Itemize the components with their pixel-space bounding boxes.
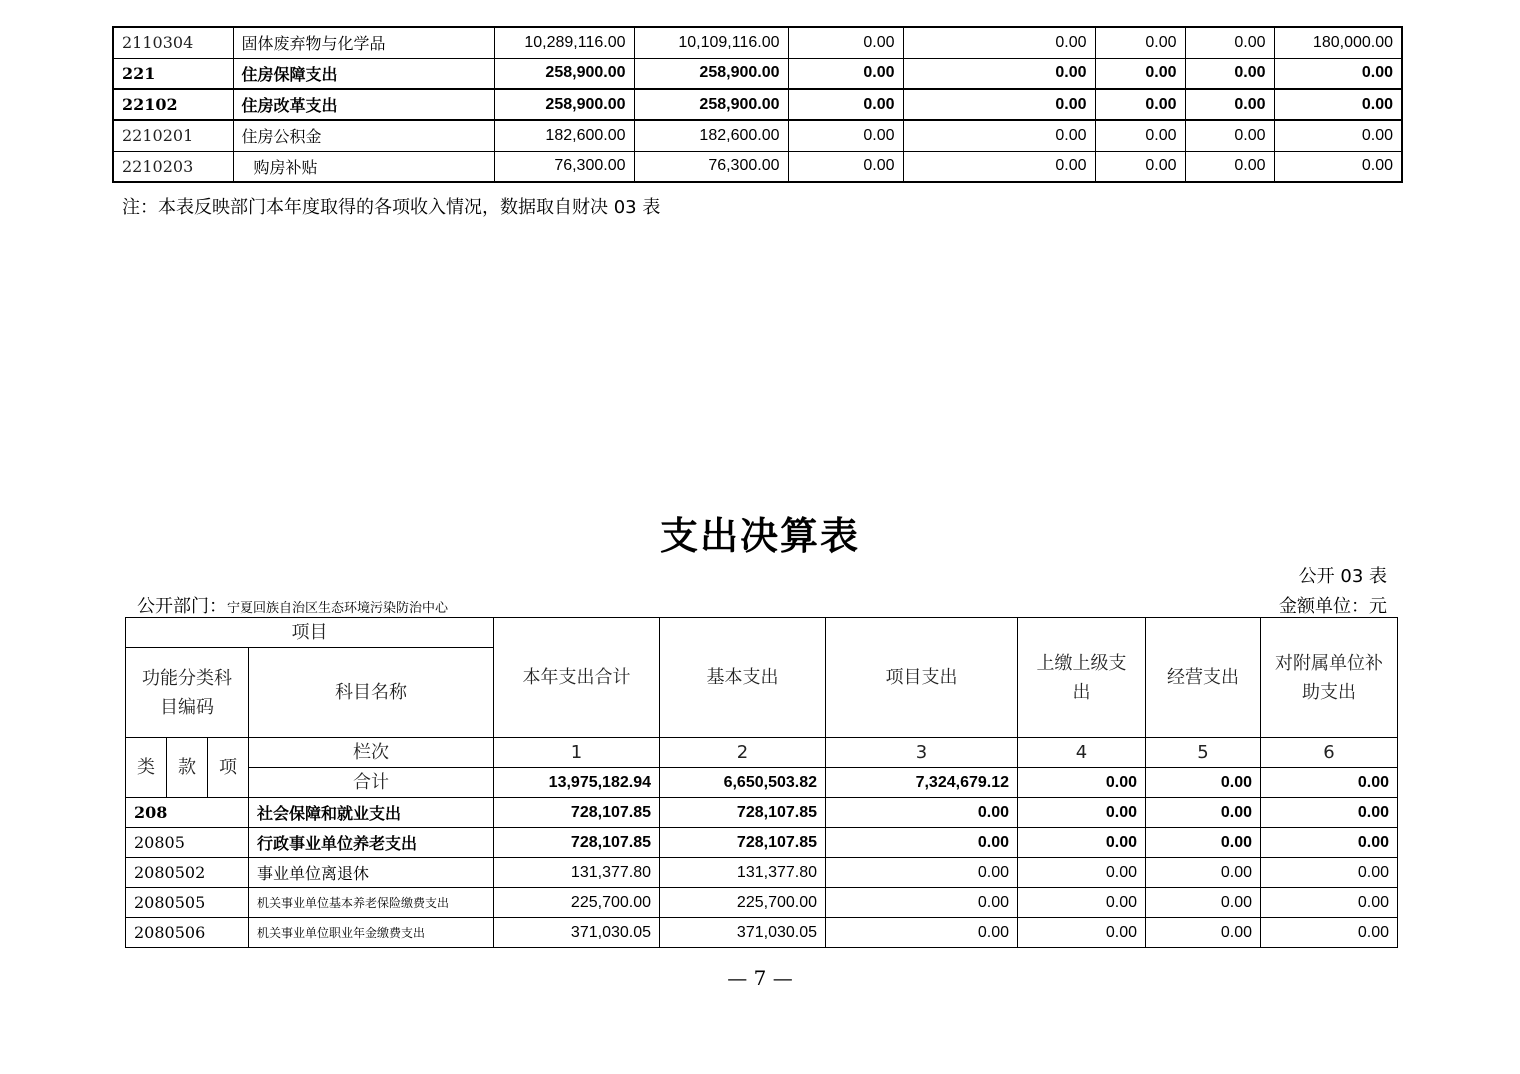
subject-code: 2080505 [126, 888, 249, 918]
amount-cell: 0.00 [1146, 768, 1261, 798]
subject-name: 购房补贴 [233, 151, 494, 182]
amount-cell: 371,030.05 [494, 918, 660, 948]
amount-cell: 0.00 [1018, 858, 1146, 888]
amount-unit: 金额单位：元 [1279, 596, 1387, 617]
amount-cell: 0.00 [826, 798, 1018, 828]
amount-cell: 728,107.85 [660, 828, 826, 858]
amount-cell: 13,975,182.94 [494, 768, 660, 798]
amount-cell: 258,900.00 [634, 58, 788, 89]
amount-cell: 0.00 [1018, 828, 1146, 858]
amount-cell: 76,300.00 [494, 151, 634, 182]
subject-code: 221 [113, 58, 233, 89]
amount-cell: 0.00 [903, 58, 1095, 89]
amount-cell: 0.00 [788, 151, 903, 182]
amount-cell: 0.00 [903, 89, 1095, 120]
header-col5: 经营支出 [1146, 618, 1261, 738]
col-index: 1 [494, 738, 660, 768]
subject-code: 2080502 [126, 858, 249, 888]
amount-cell: 0.00 [1146, 888, 1261, 918]
col-index: 4 [1018, 738, 1146, 768]
amount-cell: 258,900.00 [494, 58, 634, 89]
amount-cell: 10,289,116.00 [494, 27, 634, 58]
subject-code: 2110304 [113, 27, 233, 58]
amount-cell: 0.00 [903, 27, 1095, 58]
header-col3: 项目支出 [826, 618, 1018, 738]
amount-cell: 0.00 [1274, 58, 1402, 89]
total-label: 合计 [249, 768, 494, 798]
amount-cell: 225,700.00 [494, 888, 660, 918]
header-row [126, 618, 1398, 648]
subject-name: 住房改革支出 [233, 89, 494, 120]
col-index: 3 [826, 738, 1018, 768]
amount-cell: 0.00 [788, 120, 903, 151]
amount-cell: 258,900.00 [494, 89, 634, 120]
subject-code: 2080506 [126, 918, 249, 948]
amount-cell: 225,700.00 [660, 888, 826, 918]
table-row [113, 151, 1402, 182]
table-row [126, 858, 1398, 888]
col-index: 6 [1261, 738, 1398, 768]
department-line [137, 592, 448, 618]
amount-cell: 0.00 [788, 89, 903, 120]
amount-cell: 728,107.85 [660, 798, 826, 828]
subject-code: 2210203 [113, 151, 233, 182]
page-number: — 7 — [727, 966, 793, 990]
amount-cell: 0.00 [1274, 89, 1402, 120]
amount-cell: 0.00 [788, 58, 903, 89]
amount-cell: 0.00 [1261, 918, 1398, 948]
amount-cell: 0.00 [1146, 828, 1261, 858]
header-project: 项目 [126, 618, 494, 648]
amount-cell: 0.00 [788, 27, 903, 58]
amount-cell: 6,650,503.82 [660, 768, 826, 798]
table-note: 注：本表反映部门本年度取得的各项收入情况，数据取自财决 03 表 [122, 197, 661, 218]
amount-cell: 0.00 [1095, 58, 1185, 89]
amount-cell: 0.00 [1261, 858, 1398, 888]
amount-cell: 131,377.80 [494, 858, 660, 888]
amount-cell: 0.00 [1018, 768, 1146, 798]
header-lanci: 栏次 [249, 738, 494, 768]
header-kuan: 款 [167, 738, 208, 798]
table-row [113, 27, 1402, 58]
amount-cell: 0.00 [1185, 89, 1274, 120]
form-number: 公开 03 表 [1298, 566, 1387, 587]
amount-cell: 0.00 [1095, 27, 1185, 58]
subject-name: 住房公积金 [233, 120, 494, 151]
amount-cell: 0.00 [1095, 89, 1185, 120]
amount-cell: 0.00 [903, 120, 1095, 151]
amount-cell: 0.00 [1274, 151, 1402, 182]
amount-cell: 182,600.00 [494, 120, 634, 151]
amount-cell: 0.00 [1261, 828, 1398, 858]
amount-cell: 0.00 [1274, 120, 1402, 151]
subject-code: 20805 [126, 828, 249, 858]
table-row [113, 120, 1402, 151]
amount-cell: 371,030.05 [660, 918, 826, 948]
department-name: 宁夏回族自治区生态环境污染防治中心 [227, 601, 449, 616]
amount-cell: 0.00 [1185, 58, 1274, 89]
amount-cell: 76,300.00 [634, 151, 788, 182]
table-row [126, 798, 1398, 828]
header-subject-name: 科目名称 [249, 648, 494, 738]
amount-cell: 0.00 [1095, 151, 1185, 182]
amount-cell: 131,377.80 [660, 858, 826, 888]
amount-cell: 0.00 [1146, 798, 1261, 828]
amount-cell: 0.00 [1146, 918, 1261, 948]
amount-cell: 0.00 [826, 828, 1018, 858]
header-xiang: 项 [208, 738, 249, 798]
income-table-continuation [112, 26, 1403, 183]
header-col1: 本年支出合计 [494, 618, 660, 738]
subject-code: 2210201 [113, 120, 233, 151]
header-col2: 基本支出 [660, 618, 826, 738]
subject-name: 固体废弃物与化学品 [233, 27, 494, 58]
subject-name: 事业单位离退休 [249, 858, 494, 888]
col-index: 5 [1146, 738, 1261, 768]
amount-cell: 0.00 [1261, 768, 1398, 798]
amount-cell: 258,900.00 [634, 89, 788, 120]
header-row [126, 738, 1398, 768]
subject-name: 住房保障支出 [233, 58, 494, 89]
table-row [126, 918, 1398, 948]
subject-name: 机关事业单位基本养老保险缴费支出 [249, 888, 494, 918]
amount-cell: 0.00 [1261, 888, 1398, 918]
amount-cell: 728,107.85 [494, 798, 660, 828]
subject-name: 社会保障和就业支出 [249, 798, 494, 828]
amount-cell: 0.00 [1095, 120, 1185, 151]
amount-cell: 0.00 [1018, 918, 1146, 948]
table-row [113, 89, 1402, 120]
amount-cell: 10,109,116.00 [634, 27, 788, 58]
amount-cell: 0.00 [1018, 798, 1146, 828]
amount-cell: 0.00 [1185, 151, 1274, 182]
header-lei: 类 [126, 738, 167, 798]
amount-cell: 182,600.00 [634, 120, 788, 151]
amount-cell: 0.00 [1146, 858, 1261, 888]
total-row [126, 768, 1398, 798]
table-row [113, 58, 1402, 89]
amount-cell: 728,107.85 [494, 828, 660, 858]
amount-cell: 0.00 [1185, 120, 1274, 151]
amount-cell: 0.00 [826, 918, 1018, 948]
subject-code: 22102 [113, 89, 233, 120]
page-title: 支出决算表 [659, 514, 860, 558]
subject-code: 208 [126, 798, 249, 828]
amount-cell: 0.00 [826, 858, 1018, 888]
amount-cell: 0.00 [1185, 27, 1274, 58]
amount-cell: 0.00 [903, 151, 1095, 182]
table-row [126, 888, 1398, 918]
col-index: 2 [660, 738, 826, 768]
amount-cell: 7,324,679.12 [826, 768, 1018, 798]
amount-cell: 0.00 [1261, 798, 1398, 828]
header-func-code: 功能分类科目编码 [126, 648, 249, 738]
subject-name: 行政事业单位养老支出 [249, 828, 494, 858]
amount-cell: 0.00 [1018, 888, 1146, 918]
expense-table [125, 617, 1398, 948]
amount-cell: 180,000.00 [1274, 27, 1402, 58]
amount-cell: 0.00 [826, 888, 1018, 918]
table-row [126, 828, 1398, 858]
header-col4: 上缴上级支出 [1018, 618, 1146, 738]
department-label: 公开部门： [137, 596, 227, 617]
subject-name: 机关事业单位职业年金缴费支出 [249, 918, 494, 948]
header-col6: 对附属单位补助支出 [1261, 618, 1398, 738]
